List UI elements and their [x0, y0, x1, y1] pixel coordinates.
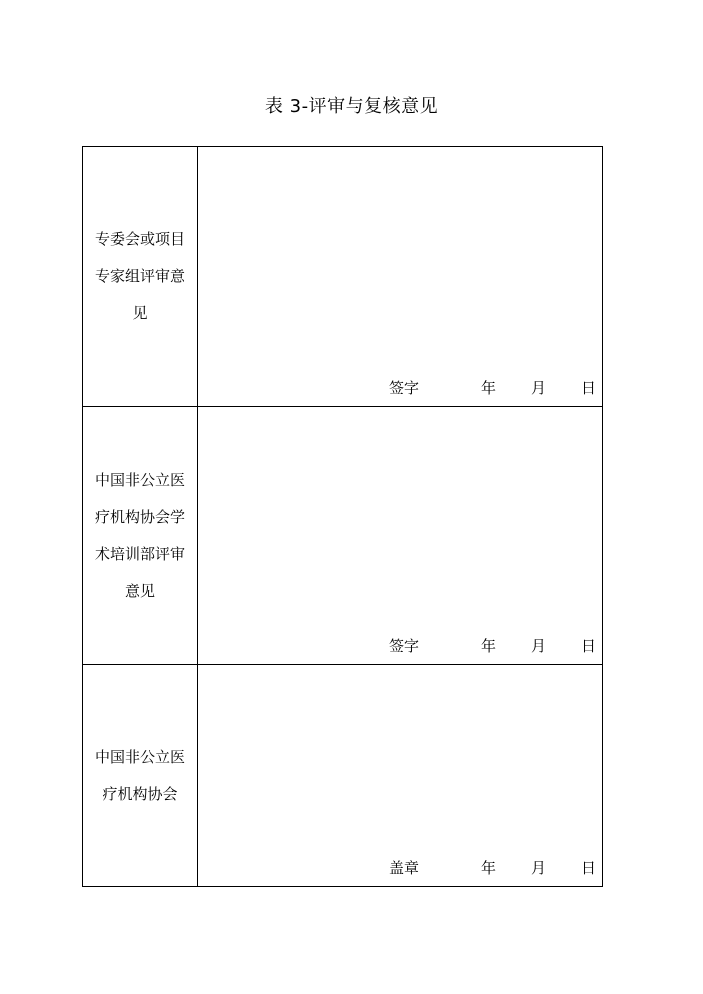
signature-line [198, 635, 602, 657]
signature-label: 签字 [389, 637, 420, 655]
year-label: 年 [481, 637, 497, 655]
seal-line [198, 857, 602, 879]
page-title: 表 3-评审与复核意见 [264, 96, 439, 117]
table-row [83, 147, 602, 407]
row-label-cell [83, 665, 198, 886]
row-label-cell [83, 407, 198, 664]
row-label: 中国非公立医疗机构协会学术培训部评审意见 [94, 470, 185, 600]
day-label: 日 [581, 859, 597, 877]
opinion-cell[interactable] [198, 407, 602, 664]
row-label: 中国非公立医疗机构协会 [94, 747, 185, 803]
year-label: 年 [481, 379, 497, 397]
seal-label: 盖章 [389, 859, 420, 877]
year-label: 年 [481, 859, 497, 877]
opinion-cell[interactable] [198, 147, 602, 406]
month-label: 月 [531, 859, 547, 877]
signature-label: 签字 [389, 379, 420, 397]
row-label-cell [83, 147, 198, 406]
opinion-cell[interactable] [198, 665, 602, 886]
row-label: 专委会或项目专家组评审意见 [94, 230, 185, 322]
month-label: 月 [531, 379, 547, 397]
review-table [82, 146, 603, 887]
table-row [83, 407, 602, 665]
day-label: 日 [581, 637, 597, 655]
month-label: 月 [531, 637, 547, 655]
day-label: 日 [581, 379, 597, 397]
table-row [83, 665, 602, 886]
signature-line [198, 377, 602, 399]
